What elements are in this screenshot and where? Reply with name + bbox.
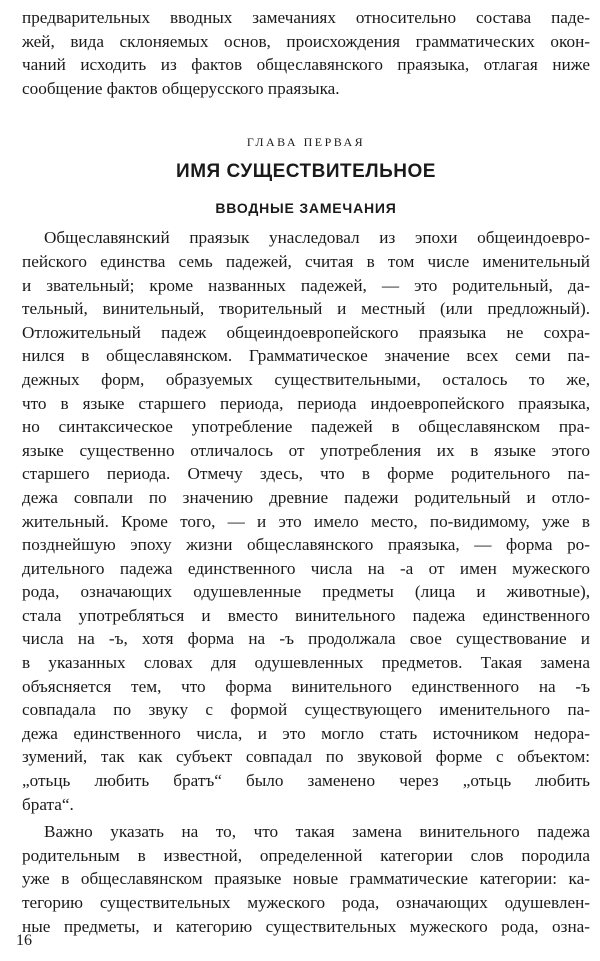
paragraph-1 <box>22 226 590 816</box>
intro-line: чаний исходить из фактов общеславянского праязыка, отлагая ниже <box>22 55 590 75</box>
paragraph-line: дительного падежа единственного числа на -а от имен мужеского <box>22 558 590 578</box>
book-page <box>22 6 590 938</box>
paragraph-line: числа на -ъ, хотя форма на -ъ продолжала свое существование и <box>22 629 590 649</box>
intro-line: предварительных вводных замечаниях относительно состава паде- <box>22 8 590 27</box>
paragraph-line: Отложительный падеж общеиндоевропейского праязыка не сохра- <box>22 322 590 342</box>
paragraph-line: „отьць любить братъ“ было заменено через „отьць любить <box>22 771 590 791</box>
paragraph-line: стала употребляться и вместо винительного падежа единственного <box>22 605 590 625</box>
paragraph-line: что в языке старшего периода, периода индоевропейского праязыка, <box>22 393 590 413</box>
paragraph-line: Важно указать на то, что такая замена винительного падежа <box>44 822 590 842</box>
paragraph-line: тельный, винительный, творительный и местный (или предложный). <box>22 299 590 319</box>
paragraph-line: дежа единственного числа, и это могло стать источником недора- <box>22 723 590 743</box>
page-number: 16 <box>16 932 32 949</box>
chapter-title: ИМЯ СУЩЕСТВИТЕЛЬНОЕ <box>176 161 436 183</box>
intro-paragraph <box>22 6 590 100</box>
paragraph-line: дежных форм, образуемых существительными, осталось то же, <box>22 369 590 389</box>
paragraph-line: ные предметы, и категорию существительных мужеского рода, озна- <box>22 916 590 936</box>
paragraph-line: Общеславянский праязык унаследовал из эпохи общеиндоевро- <box>44 228 590 248</box>
paragraph-line: дежа совпали по значению древние падежи родительный и отло- <box>22 487 590 507</box>
paragraph-line: совпадала по звуку с формой существующего именительного па- <box>22 700 590 720</box>
paragraph-line: в указанных словах для одушевленных предметов. Такая замена <box>22 653 590 673</box>
paragraph-line: и звательный; кроме названных падежей, — это родительный, да- <box>22 275 590 295</box>
paragraph-line: пейского единства семь падежей, считая в том числе именительный <box>22 251 590 271</box>
paragraph-line: рода, означающих одушевленные предметы (лица и животные), <box>22 582 590 602</box>
paragraph-line: но синтаксическое употребление падежей в общеславянском пра- <box>22 417 590 437</box>
paragraph-line: зумений, так как субъект совпадал по звуковой форме с объектом: <box>22 747 590 767</box>
paragraph-line: позднейшую эпоху жизни общеславянского праязыка, — форма ро- <box>22 535 590 555</box>
intro-line: жей, вида склоняемых основ, происхождения грамматических окон- <box>22 31 590 51</box>
chapter-label: ГЛАВА ПЕРВАЯ <box>246 135 366 150</box>
paragraph-line: брата“. <box>22 794 74 814</box>
intro-line: сообщение фактов общерусского праязыка. <box>22 78 340 98</box>
paragraph-line: уже в общеславянском праязыке новые грамматические категории: ка- <box>22 869 590 889</box>
paragraph-line: жительный. Кроме того, — и это имело место, по-видимому, уже в <box>22 511 590 531</box>
paragraph-line: объясняется тем, что форма винительного единственного на -ъ <box>22 676 590 696</box>
paragraph-line: старшего периода. Отмечу здесь, что в форме родительного па- <box>22 464 590 484</box>
paragraph-line: родительным в известной, определенной категории слов породила <box>22 845 590 865</box>
paragraph-2 <box>22 820 590 938</box>
section-title: ВВОДНЫЕ ЗАМЕЧАНИЯ <box>215 200 397 217</box>
paragraph-line: тегорию существительных мужеского рода, означающих одушевлен- <box>22 893 590 912</box>
paragraph-line: нился в общеславянском. Грамматическое значение всех семи па- <box>22 346 590 366</box>
paragraph-line: языке существенно отличалось от употребления их в языке этого <box>22 440 590 460</box>
